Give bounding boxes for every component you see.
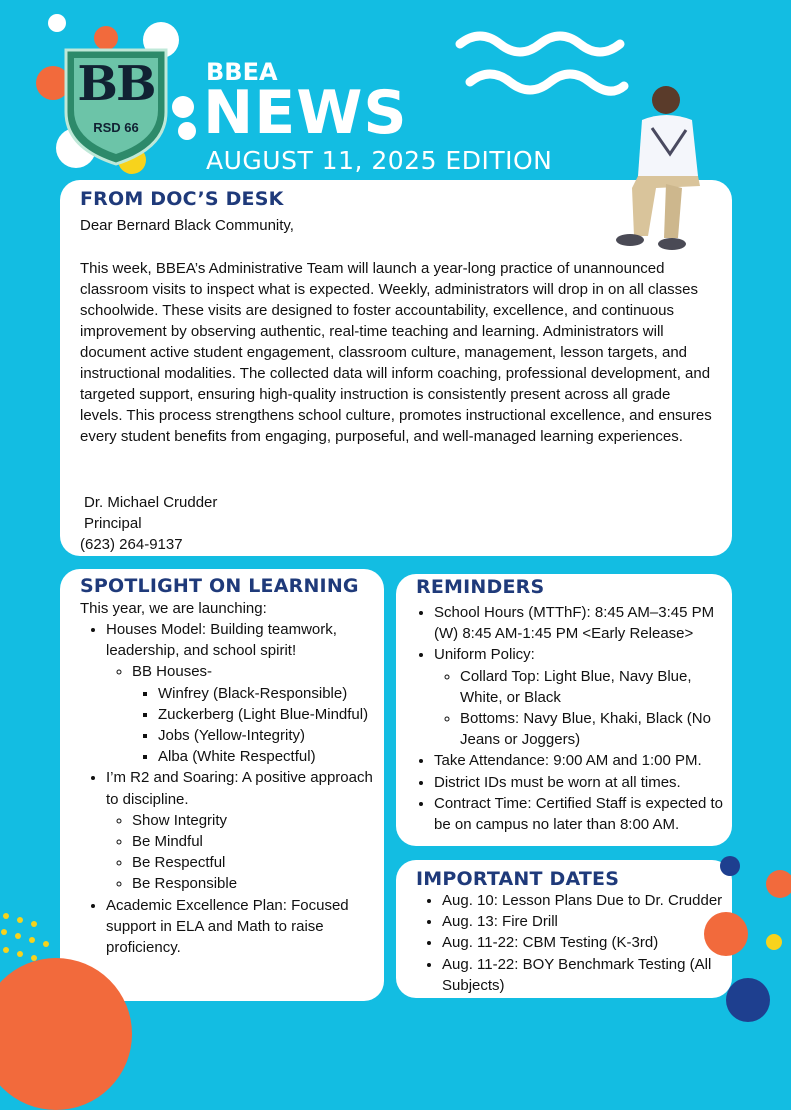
- spotlight-content: [80, 598, 376, 958]
- uniform-item: ◦ Collard Top: Light Blue, Navy Blue, White, or Black: [460, 666, 726, 708]
- dates-list: [416, 890, 732, 996]
- docs-desk-body: This week, BBEA’s Administrative Team will launch a year-long practice of unannounced classroom visits to inspect what is expected. Weekly, administrators will drop in on all classes schoolwide. These visits are designed to foster accountability, excellence, and continuous improvement by observing authentic, real-time teaching and learning. Administrators will document active student engagement, classroom culture, management, lesson targets, and instructional modalities. The collected data will inform coaching, professional development, and targeted support, ensuring high-quality instruction is consistently present across all grade levels. This process strengthens school culture, promotes instructional excellence, and ensures every student benefits from engaging, purposeful, and well-managed learning experiences.: [80, 260, 712, 445]
- value-item: ◦ Be Responsible: [132, 873, 376, 894]
- logo-subtext: RSD 66: [93, 120, 139, 135]
- decor-circle: [48, 14, 66, 32]
- decor-circle: [178, 122, 196, 140]
- signature-name: Dr. Michael Crudder: [84, 494, 218, 511]
- r2-soaring: I’m R2 and Soaring: A positive approach to discipline.: [106, 769, 373, 808]
- house-item: ▪ Winfrey (Black-Responsible): [158, 683, 376, 704]
- date-item: • Aug. 11-22: CBM Testing (K-3rd): [442, 932, 732, 953]
- value-item: ◦ Be Respectful: [132, 852, 376, 873]
- dates-content: [416, 890, 732, 996]
- signature-phone: (623) 264-9137: [80, 536, 183, 553]
- list-item: [106, 619, 376, 767]
- reminders-card: [396, 574, 732, 846]
- value-item: ◦ Be Mindful: [132, 831, 376, 852]
- house-item: ▪ Zuckerberg (Light Blue-Mindful): [158, 704, 376, 725]
- edition-date: AUGUST 11, 2025 EDITION: [206, 146, 553, 175]
- school-hours: • School Hours (MTThF): 8:45 AM–3:45 PM (W) 8:45 AM-1:45 PM <Early Release>: [434, 602, 726, 644]
- spotlight-list: [80, 619, 376, 958]
- reminders-list: [408, 602, 726, 835]
- logo-text: BB: [77, 56, 155, 112]
- date-item: • Aug. 11-22: BOY Benchmark Testing (All Subjects): [442, 954, 732, 996]
- date-item: • Aug. 13: Fire Drill: [442, 911, 732, 932]
- brand-name: BBEA: [206, 58, 278, 86]
- dates-title: IMPORTANT DATES: [416, 868, 620, 890]
- decor-circle: [704, 912, 748, 956]
- newsletter-title: NEWS: [203, 78, 408, 148]
- houses-model: Houses Model: Building teamwork, leadership, and school spirit!: [106, 621, 337, 660]
- reminders-title: REMINDERS: [416, 576, 545, 598]
- dates-card: [396, 860, 732, 998]
- wave-decor: [452, 26, 634, 106]
- decor-circle: [766, 870, 791, 898]
- list-item: [434, 644, 726, 750]
- spotlight-title: SPOTLIGHT ON LEARNING: [80, 575, 359, 597]
- decor-circle: [720, 856, 740, 876]
- house-item: ▪ Jobs (Yellow-Integrity): [158, 725, 376, 746]
- uniform-policy: Uniform Policy:: [434, 646, 535, 664]
- decor-circle: [766, 934, 782, 950]
- house-item: ▪ Alba (White Respectful): [158, 746, 376, 767]
- list-item: [106, 767, 376, 894]
- houses-label: BB Houses-: [132, 663, 213, 681]
- decor-circle: [172, 96, 194, 118]
- attendance: • Take Attendance: 9:00 AM and 1:00 PM.: [434, 750, 726, 771]
- list-item: [132, 661, 376, 767]
- value-item: ◦ Show Integrity: [132, 810, 376, 831]
- decor-circle: [726, 978, 770, 1022]
- docs-desk-title: FROM DOC’S DESK: [80, 188, 284, 210]
- uniform-item: ◦ Bottoms: Navy Blue, Khaki, Black (No Jeans or Joggers): [460, 708, 726, 750]
- spotlight-intro: This year, we are launching:: [80, 600, 267, 617]
- signature-title: Principal: [84, 515, 142, 532]
- district-ids: • District IDs must be worn at all times.: [434, 772, 726, 793]
- list-item: • Academic Excellence Plan: Focused support in ELA and Math to raise proficiency.: [106, 895, 376, 959]
- contract-time: • Contract Time: Certified Staff is expected to be on campus no later than 8:00 AM.: [434, 793, 726, 835]
- date-item: • Aug. 10: Lesson Plans Due to Dr. Crudder: [442, 890, 732, 911]
- principal-photo: [608, 76, 708, 256]
- reminders-content: [408, 602, 726, 835]
- spotlight-card: [60, 569, 384, 1001]
- greeting: Dear Bernard Black Community,: [80, 217, 294, 234]
